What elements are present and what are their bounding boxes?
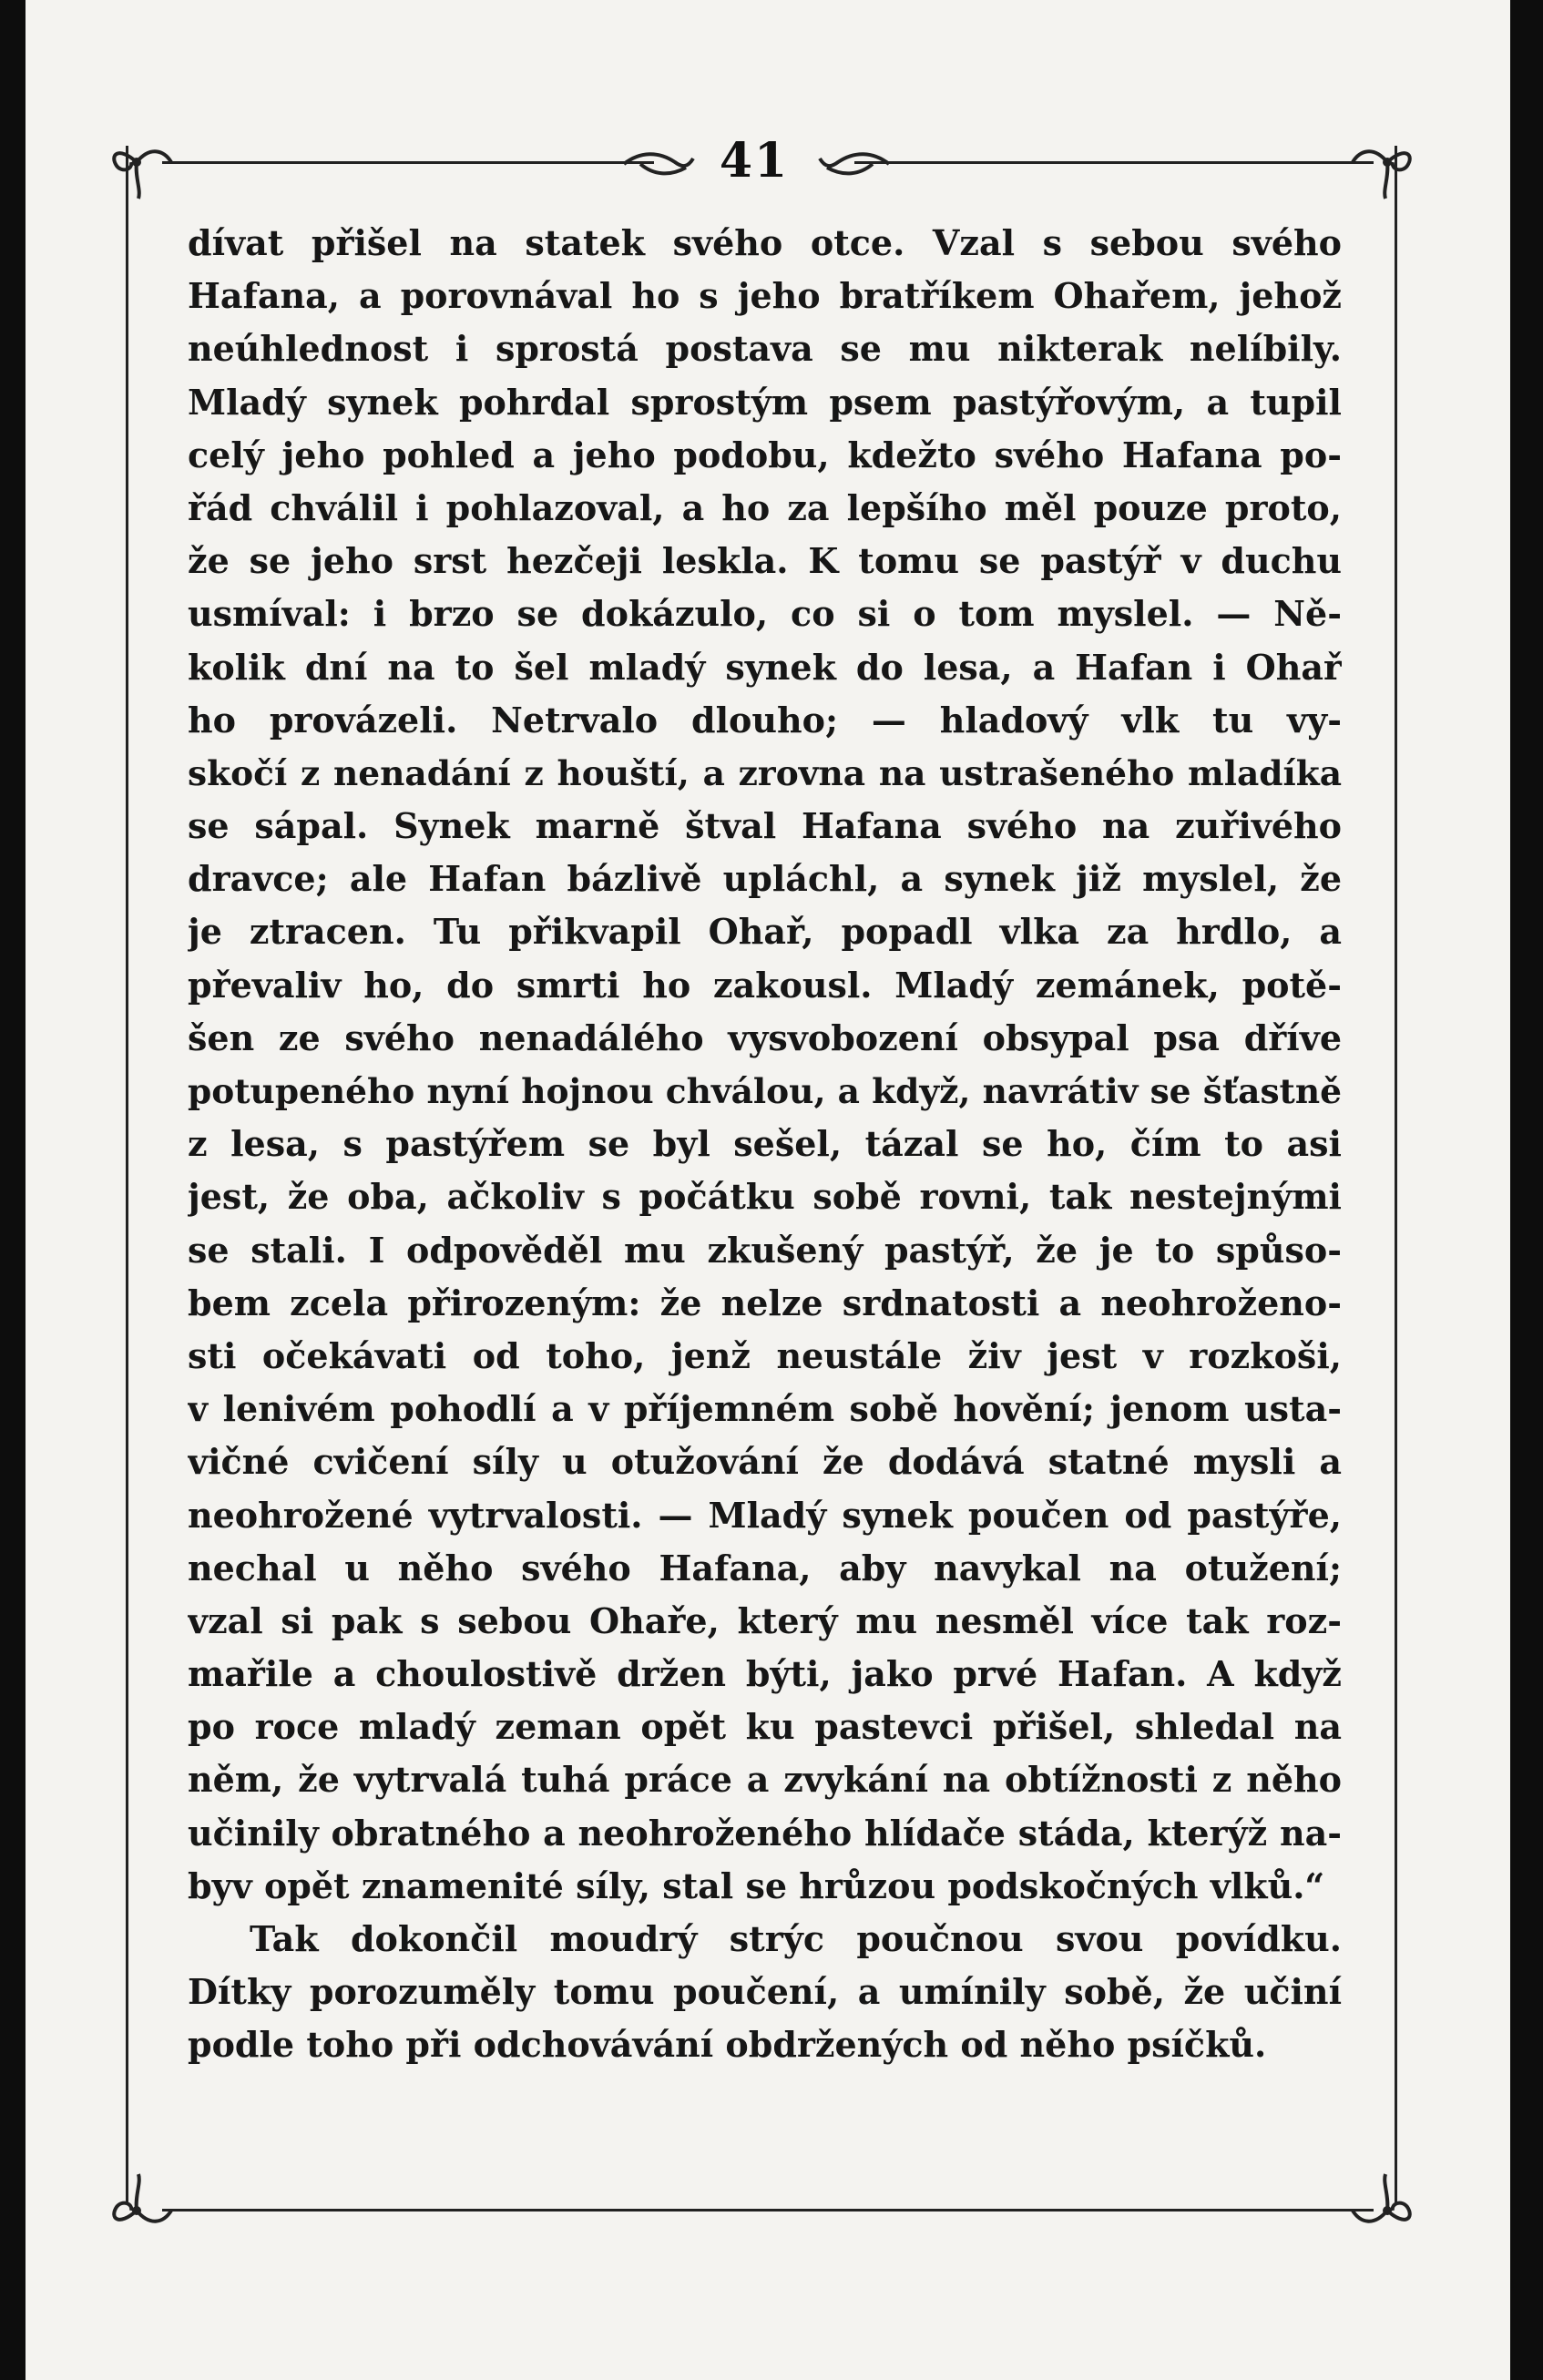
text-line: vzal si pak s sebou Ohaře, který mu nesměl více tak roz- (188, 1599, 1342, 1641)
text-line: Dítky porozuměly tomu poučení, a umínily sobě, že učiní (188, 1971, 1342, 2013)
text-line: podle toho při odchovávání obdržených od něho psíčků. (188, 2024, 1267, 2066)
text-line: kolik dní na to šel mladý synek do lesa, a Hafan i Ohař (188, 646, 1342, 688)
text-line: nechal u něho svého Hafana, aby navykal na otužení; (188, 1547, 1342, 1588)
text-line: celý jeho pohled a jeho podobu, kdežto svého Hafana po- (188, 434, 1342, 475)
text-line: se stali. I odpověděl mu zkušený pastýř, že je to spůso- (188, 1229, 1342, 1271)
text-line: šen ze svého nenadálého vysvobození obsypal psa dříve (188, 1016, 1342, 1058)
text-line: jest, že oba, ačkoliv s počátku sobě rovni, tak nestejnými (188, 1176, 1342, 1218)
text-line: z lesa, s pastýřem se byl sešel, tázal se ho, čím to asi (188, 1123, 1342, 1165)
text-line: že se jeho srst hezčeji leskla. K tomu se pastýř v duchu (188, 540, 1342, 582)
text-line: neohrožené vytrvalosti. — Mladý synek poučen od pastýře, (188, 1494, 1342, 1536)
text-line: Hafana, a porovnával ho s jeho bratříkem Ohařem, jehož (188, 275, 1342, 317)
text-line: je ztracen. Tu přikvapil Ohař, popadl vlka za hrdlo, a (188, 911, 1342, 953)
corner-ornament-icon (1351, 128, 1424, 200)
text-line: usmíval: i brzo se dokázulo, co si o tom myslel. — Ně- (188, 593, 1342, 635)
text-line: dívat přišel na statek svého otce. Vzal s sebou svého (188, 222, 1342, 263)
top-rule-right (854, 161, 1374, 164)
book-page (26, 0, 1510, 2380)
corner-ornament-icon (1351, 2172, 1424, 2245)
page-text (188, 217, 1342, 2072)
header-flourish-icon (818, 146, 891, 182)
text-line: dravce; ale Hafan bázlivě upláchl, a synek již myslel, že (188, 858, 1342, 900)
text-line: byv opět znamenité síly, stal se hrůzou podskočných vlků.“ (188, 1864, 1325, 1906)
text-line: učinily obratného a neohroženého hlídače stáda, kterýž na- (188, 1812, 1342, 1854)
text-line: řád chválil i pohlazoval, a ho za lepšího měl pouze proto, (188, 486, 1342, 528)
text-line: mařile a choulostivě držen býti, jako prvé Hafan. A když (188, 1653, 1342, 1695)
text-line: převaliv ho, do smrti ho zakousl. Mladý zemánek, potě- (188, 964, 1342, 1006)
text-line: sti očekávati od toho, jenž neustále živ jest v rozkoši, (188, 1334, 1342, 1376)
bottom-rule (162, 2209, 1374, 2211)
text-line: bem zcela přirozeným: že nelze srdnatosti a neohroženo- (188, 1282, 1342, 1323)
page-number: 41 (719, 133, 790, 189)
text-line: se sápal. Synek marně štval Hafana svého na zuřivého (188, 805, 1342, 847)
text-line: potupeného nyní hojnou chválou, a když, navrátiv se šťastně (188, 1071, 1342, 1111)
text-line: ho provázeli. Netrvalo dlouho; — hladový vlk tu vy- (188, 699, 1342, 741)
text-line: po roce mladý zeman opět ku pastevci přišel, shledal na (188, 1706, 1342, 1748)
text-line: skočí z nenadání z houští, a zrovna na ustrašeného mladíka (188, 752, 1342, 793)
text-line: neúhlednost i sprostá postava se mu nikterak nelíbily. (188, 328, 1342, 370)
text-line: vičné cvičení síly u otužování že dodává statné mysli a (188, 1441, 1342, 1483)
text-line: Mladý synek pohrdal sprostým psem pastýřovým, a tupil (188, 381, 1342, 423)
corner-ornament-icon (100, 128, 173, 200)
text-line: v lenivém pohodlí a v příjemném sobě hovění; jenom usta- (188, 1388, 1342, 1430)
corner-ornament-icon (100, 2172, 173, 2245)
text-line: Tak dokončil moudrý strýc poučnou svou povídku. (250, 1918, 1342, 1959)
text-line: něm, že vytrvalá tuhá práce a zvykání na obtížnosti z něho (188, 1759, 1342, 1801)
top-rule-left (162, 161, 654, 164)
